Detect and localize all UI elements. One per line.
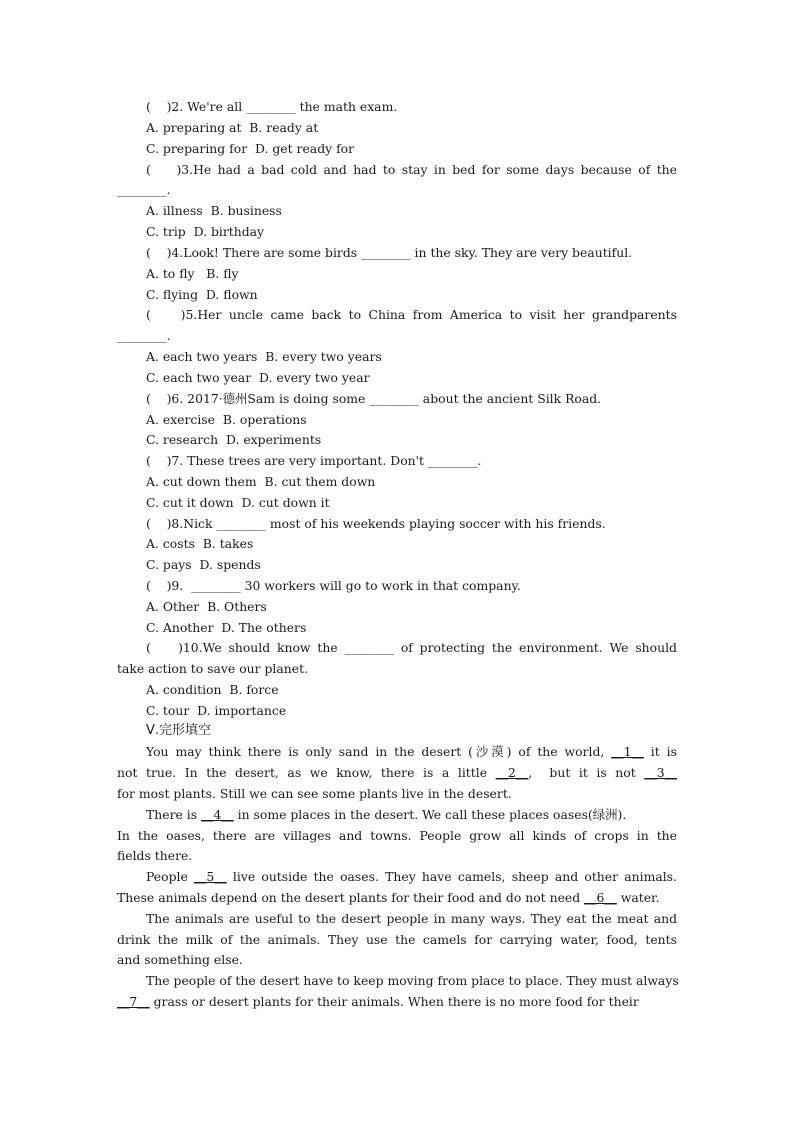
question-5-options-cd: C. each two year D. every two year [146, 370, 370, 385]
cloze-blank-1: __1__ [611, 744, 644, 759]
cloze-blank-4: __4__ [201, 807, 234, 822]
question-9-options-cd: C. Another D. The others [146, 620, 307, 635]
cloze-blank-3: __3__ [644, 765, 677, 780]
question-8-options-ab: A. costs B. takes [146, 536, 254, 551]
cloze-blank-5: __5__ [194, 869, 227, 884]
section-heading: Ⅴ.完形填空 [146, 723, 212, 738]
cloze-blank-6: __6__ [584, 890, 617, 905]
question-4-options-ab: A. to fly B. fly [146, 266, 239, 281]
question-3-stem-cont: ________. [117, 182, 171, 197]
question-10-stem-cont: take action to save our planet. [117, 661, 309, 676]
question-8-options-cd: C. pays D. spends [146, 557, 261, 572]
question-4-options-cd: C. flying D. flown [146, 287, 258, 302]
question-7-stem: ( )7. These trees are very important. Don't ________. [146, 453, 482, 468]
cloze-blank-7: __7__ [117, 994, 150, 1009]
question-6-options-ab: A. exercise B. operations [146, 412, 307, 427]
question-8-stem: ( )8.Nick ________ most of his weekends playing soccer with his friends. [146, 516, 606, 531]
cloze-p5-line1: The people of the desert have to keep moving from place to place. They must always [146, 973, 679, 988]
question-9-stem: ( )9. ________ 30 workers will go to work in that company. [146, 578, 521, 593]
question-10-options-cd: C. tour D. importance [146, 703, 287, 718]
cloze-p3-line1: People __5__ live outside the oases. They have camels, sheep and other animals. [146, 869, 677, 884]
question-5-options-ab: A. each two years B. every two years [146, 349, 382, 364]
cloze-p4-line2: drink the milk of the animals. They use the camels for carrying water, food, tents [117, 932, 677, 947]
cloze-p4-line1: The animals are useful to the desert people in many ways. They eat the meat and [146, 911, 677, 926]
cloze-p2-line2: In the oases, there are villages and towns. People grow all kinds of crops in the [117, 828, 677, 843]
question-7-options-cd: C. cut it down D. cut down it [146, 495, 330, 510]
cloze-p2-line3: fields there. [117, 848, 193, 863]
cloze-p1-line1: You may think there is only sand in the desert (沙漠) of the world, __1__ it is [146, 744, 677, 759]
question-6-options-cd: C. research D. experiments [146, 432, 322, 447]
question-10-stem: ( )10.We should know the ________ of protecting the environment. We should [146, 640, 677, 655]
cloze-p4-line3: and something else. [117, 952, 243, 967]
cloze-p1-line3: for most plants. Still we can see some plants live in the desert. [117, 786, 512, 801]
cloze-p1-line2: not true. In the desert, as we know, there is a little __2__, but it is not __3__ [117, 765, 677, 780]
question-10-options-ab: A. condition B. force [146, 682, 279, 697]
question-5-stem: ( )5.Her uncle came back to China from America to visit her grandparents [146, 307, 677, 322]
question-7-options-ab: A. cut down them B. cut them down [146, 474, 376, 489]
question-5-stem-cont: ________. [117, 328, 171, 343]
cloze-blank-2: __2__ [495, 765, 529, 780]
question-4-stem: ( )4.Look! There are some birds ________ in the sky. They are very beautiful. [146, 245, 633, 260]
question-6-stem: ( )6. 2017·德州Sam is doing some ________ about the ancient Silk Road. [146, 391, 602, 406]
question-3-stem: ( )3.He had a bad cold and had to stay in bed for some days because of the [146, 162, 677, 177]
question-2-options-ab: A. preparing at B. ready at [146, 120, 319, 135]
question-3-options-cd: C. trip D. birthday [146, 224, 265, 239]
cloze-p2-line1: There is __4__ in some places in the desert. We call these places oases(绿洲). [146, 807, 627, 822]
question-9-options-ab: A. Other B. Others [146, 599, 267, 614]
question-3-options-ab: A. illness B. business [146, 203, 282, 218]
question-2-stem: ( )2. We're all ________ the math exam. [146, 99, 398, 114]
question-2-options-cd: C. preparing for D. get ready for [146, 141, 355, 156]
cloze-p5-line2: __7__ grass or desert plants for their animals. When there is no more food for their [117, 994, 639, 1009]
cloze-p3-line2: These animals depend on the desert plants for their food and do not need __6__ water. [117, 890, 660, 905]
